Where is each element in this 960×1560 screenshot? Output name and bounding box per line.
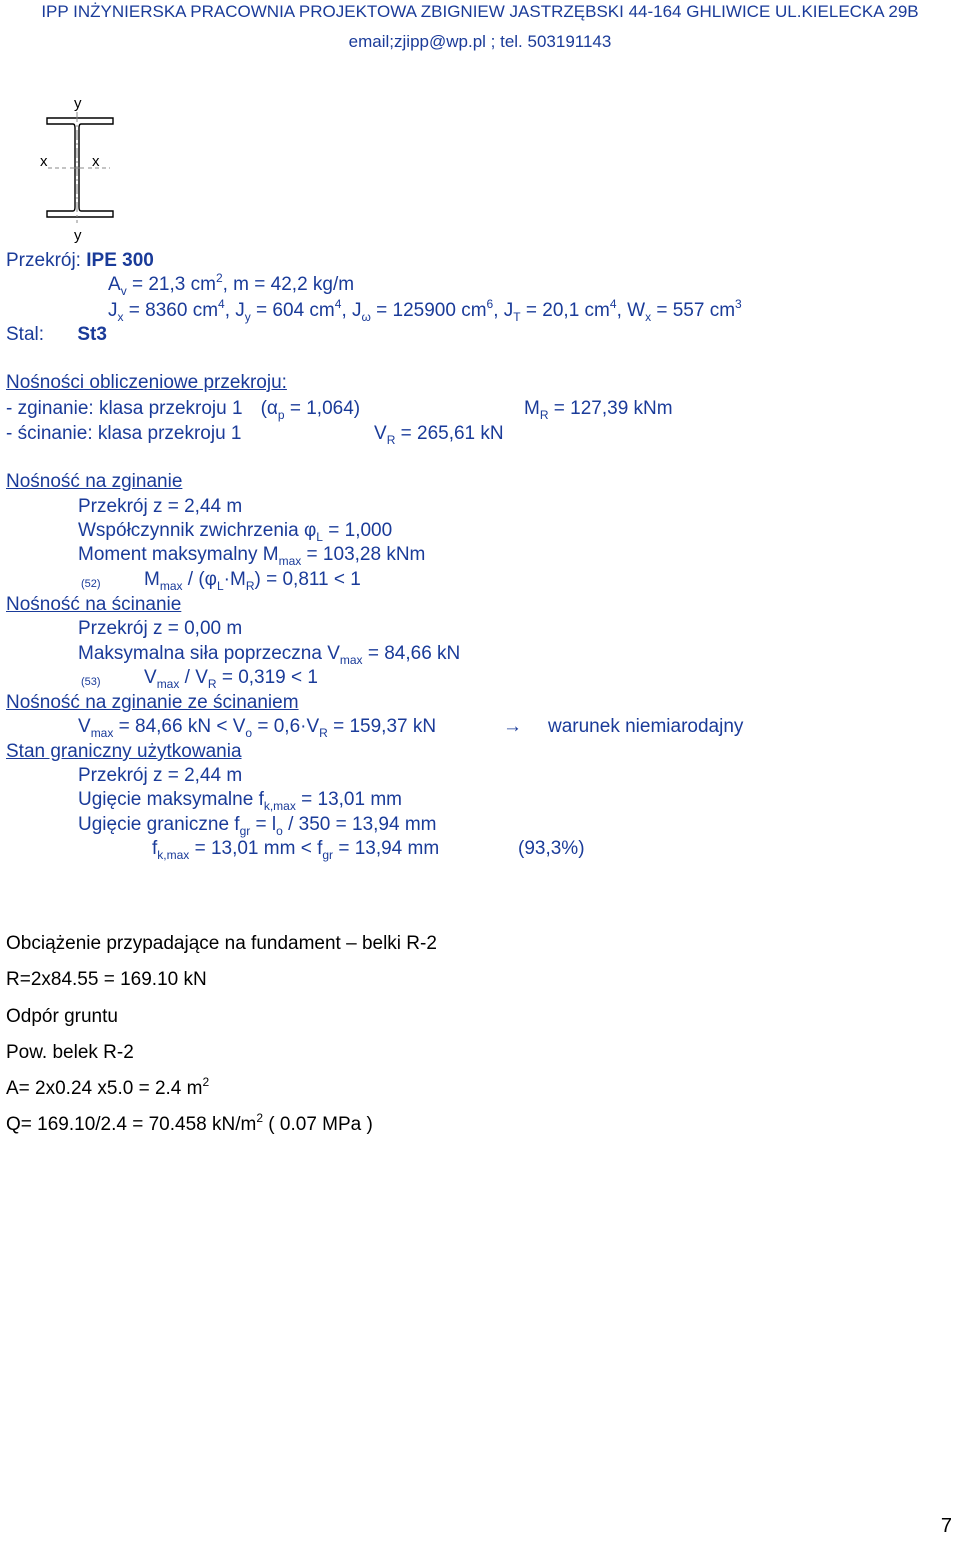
av-sup: 2 xyxy=(215,271,223,285)
jt-sup: 4 xyxy=(609,297,617,311)
eq-shear-result: = 0,319 < 1 xyxy=(216,667,318,688)
jy-sup: 4 xyxy=(334,297,342,311)
jw-sup: 6 xyxy=(486,297,494,311)
mmax-sub: max xyxy=(278,554,302,568)
eq-m: M xyxy=(144,569,160,590)
jt-value: = 20,1 cm xyxy=(520,300,610,321)
cmp-fk: f xyxy=(152,838,158,859)
comb-vo-sub: o xyxy=(245,726,253,740)
jt-symbol: , J xyxy=(493,300,514,321)
fgr-sub: gr xyxy=(239,824,251,838)
soil-resistance-title: Odpór gruntu xyxy=(6,1006,118,1027)
serviceability-title: Stan graniczny użytkowania xyxy=(6,741,242,762)
beam-area-title: Pow. belek R-2 xyxy=(6,1042,134,1063)
fgr-value: / 350 = 13,94 mm xyxy=(282,814,437,835)
fk-line xyxy=(78,789,402,812)
mmax-text: Moment maksymalny M xyxy=(78,544,279,565)
axis-label-y-top: y xyxy=(74,95,82,112)
alpha-sub: p xyxy=(277,408,285,422)
eq-phi-sub: L xyxy=(216,579,224,593)
section-area-line xyxy=(108,271,355,298)
av-value: = 21,3 cm xyxy=(126,274,216,295)
header-contact: email;zjipp@wp.pl ; tel. 503191143 xyxy=(348,32,612,51)
vr-value: = 265,61 kN xyxy=(395,423,504,444)
combined-title: Nośność na zginanie ze ścinaniem xyxy=(6,692,299,713)
comb-vr-sub: R xyxy=(319,726,328,740)
combined-line xyxy=(78,716,436,739)
steel-label: Stal: xyxy=(6,324,45,345)
phi-text: Współczynnik zwichrzenia φ xyxy=(78,520,317,541)
fk-value: = 13,01 mm xyxy=(295,789,402,810)
wx-symbol: , W xyxy=(616,300,646,321)
shear-check xyxy=(144,667,318,690)
vr-line xyxy=(374,423,504,446)
jx-symbol: J xyxy=(108,300,118,321)
av-symbol: A xyxy=(108,274,121,295)
jy-symbol: , J xyxy=(224,300,245,321)
eq-vr: / V xyxy=(179,667,208,688)
jt-sub: T xyxy=(513,310,521,324)
bending-title: Nośność na zginanie xyxy=(6,471,183,492)
axis-label-y-bottom: y xyxy=(74,227,82,244)
mmax-line xyxy=(78,544,425,567)
eq-result: ) = 0,811 < 1 xyxy=(254,569,361,590)
phi-line xyxy=(78,520,392,543)
alpha-symbol: (α xyxy=(260,398,278,419)
pressure-calc xyxy=(6,1111,373,1137)
bending-class-line xyxy=(6,398,360,421)
cmp-fgr: = 13,01 mm < f xyxy=(189,838,323,859)
equation-number-53: (53) xyxy=(81,676,101,688)
section-profile: IPE 300 xyxy=(86,250,154,271)
fgr-text: Ugięcie graniczne f xyxy=(78,814,240,835)
mr-line xyxy=(524,398,673,421)
fgr-lo: = l xyxy=(250,814,277,835)
phi-value: = 1,000 xyxy=(322,520,393,541)
vmax-line xyxy=(78,643,460,666)
mr-value: = 127,39 kNm xyxy=(548,398,673,419)
av-sub: v xyxy=(120,284,127,298)
vmax-value: = 84,66 kN xyxy=(362,643,461,664)
comb-vo: = 84,66 kN < V xyxy=(113,716,246,737)
comb-v-sub: max xyxy=(90,726,114,740)
serviceability-z: Przekrój z = 2,44 m xyxy=(78,765,243,786)
jx-value: = 8360 cm xyxy=(123,300,219,321)
comb-value: = 159,37 kN xyxy=(327,716,437,737)
deflection-check xyxy=(152,838,439,861)
pressure-mpa: ( 0.07 MPa ) xyxy=(263,1114,373,1135)
steel-grade: St3 xyxy=(77,324,107,345)
jw-symbol: , J xyxy=(341,300,362,321)
foundation-load-title: Obciążenie przypadające na fundament – belki R-2 xyxy=(6,933,437,954)
area-value: A= 2x0.24 x5.0 = 2.4 m xyxy=(6,1078,203,1099)
eq-mr: ·M xyxy=(223,569,246,590)
ibeam-diagram xyxy=(30,90,130,250)
pressure-sup: 2 xyxy=(256,1111,264,1125)
eq-mr-sub: R xyxy=(245,579,255,593)
wx-value: = 557 cm xyxy=(651,300,736,321)
mmax-value: = 103,28 kNm xyxy=(301,544,426,565)
vmax-text: Maksymalna siła poprzeczna V xyxy=(78,643,340,664)
bending-z: Przekrój z = 2,44 m xyxy=(78,496,243,517)
eq-v: V xyxy=(144,667,157,688)
eq-v-sub: max xyxy=(156,677,180,691)
fgr-line xyxy=(78,814,437,837)
area-calc xyxy=(6,1075,210,1101)
mr-symbol: M xyxy=(524,398,540,419)
jx-sup: 4 xyxy=(218,297,225,311)
cmp-fk-sub: k,max xyxy=(157,848,190,862)
jy-value: = 604 cm xyxy=(250,300,335,321)
wx-sup: 3 xyxy=(735,297,742,311)
eq-vr-sub: R xyxy=(207,677,217,691)
mass-value: , m = 42,2 kg/m xyxy=(222,274,355,295)
alpha-value: = 1,064) xyxy=(284,398,361,419)
fk-sub: k,max xyxy=(263,799,296,813)
jw-value: = 125900 cm xyxy=(370,300,487,321)
axis-label-x-left: x xyxy=(40,153,48,170)
eq-phi: / (φ xyxy=(182,569,217,590)
steel-line xyxy=(6,324,107,346)
jy-sub: y xyxy=(244,310,251,324)
equation-number-52: (52) xyxy=(81,578,101,590)
vr-sub: R xyxy=(386,433,396,447)
bending-class-text: - zginanie: klasa przekroju 1 xyxy=(6,398,243,419)
capacity-title: Nośności obliczeniowe przekroju: xyxy=(6,372,287,393)
phi-sub: L xyxy=(316,530,323,544)
header-company: IPP INŻYNIERSKA PRACOWNIA PROJEKTOWA ZBIGNIEW JASTRZĘBSKI 44-164 GHLIWICE UL.KIELECKA 29B xyxy=(41,2,919,21)
arrow-icon: → xyxy=(503,716,522,737)
deflection-percent: (93,3%) xyxy=(518,838,585,859)
jw-sub: ω xyxy=(361,310,371,324)
eq-m-sub: max xyxy=(159,579,183,593)
axis-label-x-right: x xyxy=(92,153,100,170)
area-sup: 2 xyxy=(202,1075,210,1089)
section-inertia-line xyxy=(108,297,742,324)
fgr-lo-sub: o xyxy=(276,824,283,838)
cmp-value: = 13,94 mm xyxy=(333,838,440,859)
pressure-value: Q= 169.10/2.4 = 70.458 kN/m xyxy=(6,1114,257,1135)
bending-check xyxy=(144,569,361,592)
comb-v: V xyxy=(78,716,91,737)
vr-symbol: V xyxy=(374,423,387,444)
wx-sub: x xyxy=(645,310,652,324)
mr-sub: R xyxy=(539,408,549,422)
foundation-reaction: R=2x84.55 = 169.10 kN xyxy=(6,969,207,990)
shear-title: Nośność na ścinanie xyxy=(6,594,182,615)
fk-text: Ugięcie maksymalne f xyxy=(78,789,264,810)
section-label: Przekrój: xyxy=(6,250,81,271)
vmax-sub: max xyxy=(339,653,363,667)
jx-sub: x xyxy=(117,310,124,324)
comb-vr: = 0,6·V xyxy=(252,716,320,737)
page-number: 7 xyxy=(940,1515,952,1537)
shear-class-text: - ścinanie: klasa przekroju 1 xyxy=(6,423,242,444)
shear-z: Przekrój z = 0,00 m xyxy=(78,618,243,639)
combined-result: warunek niemiarodajny xyxy=(548,716,744,737)
cmp-fgr-sub: gr xyxy=(322,848,334,862)
section-line xyxy=(6,250,154,272)
